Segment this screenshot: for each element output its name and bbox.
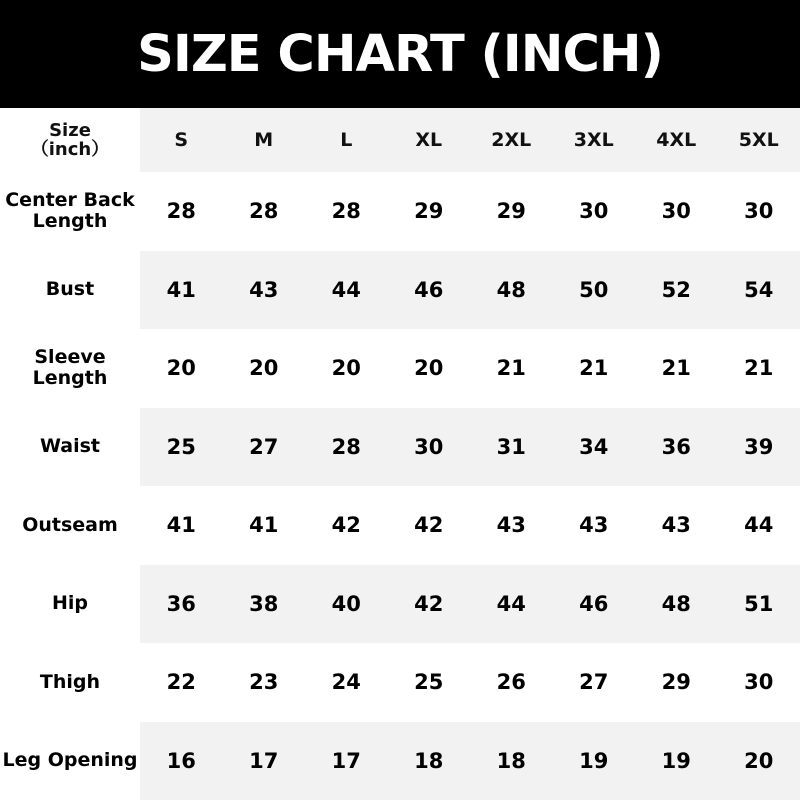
cell-hip-xl: 42 — [388, 565, 471, 644]
column-header-xl: XL — [388, 108, 471, 172]
row-label-thigh: Thigh — [0, 643, 140, 722]
page-title: SIZE CHART (INCH) — [137, 24, 663, 84]
cell-waist-xl: 30 — [388, 408, 471, 487]
cell-waist-s: 25 — [140, 408, 223, 487]
cell-waist-l: 28 — [305, 408, 388, 487]
cell-sleeve-length-3xl: 21 — [553, 329, 636, 408]
cell-leg-opening-5xl: 20 — [718, 722, 800, 800]
column-header-m: M — [223, 108, 306, 172]
table-row — [0, 643, 800, 722]
table-row — [0, 722, 800, 800]
table-row — [0, 408, 800, 487]
cell-center-back-length-l: 28 — [305, 172, 388, 251]
cell-outseam-3xl: 43 — [553, 486, 636, 565]
row-label-hip: Hip — [0, 565, 140, 644]
cell-leg-opening-xl: 18 — [388, 722, 471, 800]
cell-leg-opening-l: 17 — [305, 722, 388, 800]
cell-waist-4xl: 36 — [635, 408, 718, 487]
size-chart-table — [0, 108, 800, 800]
column-header-s: S — [140, 108, 223, 172]
cell-bust-2xl: 48 — [470, 251, 553, 330]
cell-waist-m: 27 — [223, 408, 306, 487]
cell-sleeve-length-xl: 20 — [388, 329, 471, 408]
column-header-5xl: 5XL — [718, 108, 800, 172]
cell-leg-opening-s: 16 — [140, 722, 223, 800]
row-label-waist: Waist — [0, 408, 140, 487]
corner-header — [0, 108, 140, 172]
row-label-sleeve-length: Sleeve Length — [0, 329, 140, 408]
cell-hip-m: 38 — [223, 565, 306, 644]
cell-outseam-2xl: 43 — [470, 486, 553, 565]
cell-thigh-4xl: 29 — [635, 643, 718, 722]
row-label-outseam: Outseam — [0, 486, 140, 565]
cell-sleeve-length-4xl: 21 — [635, 329, 718, 408]
cell-outseam-4xl: 43 — [635, 486, 718, 565]
cell-bust-3xl: 50 — [553, 251, 636, 330]
cell-sleeve-length-s: 20 — [140, 329, 223, 408]
column-header-3xl: 3XL — [553, 108, 636, 172]
table-row — [0, 172, 800, 251]
cell-bust-5xl: 54 — [718, 251, 800, 330]
cell-waist-3xl: 34 — [553, 408, 636, 487]
cell-bust-m: 43 — [223, 251, 306, 330]
cell-thigh-5xl: 30 — [718, 643, 800, 722]
cell-hip-4xl: 48 — [635, 565, 718, 644]
cell-center-back-length-4xl: 30 — [635, 172, 718, 251]
row-label-bust: Bust — [0, 251, 140, 330]
cell-center-back-length-3xl: 30 — [553, 172, 636, 251]
cell-center-back-length-xl: 29 — [388, 172, 471, 251]
cell-bust-xl: 46 — [388, 251, 471, 330]
table-header — [0, 108, 800, 172]
cell-waist-5xl: 39 — [718, 408, 800, 487]
cell-hip-2xl: 44 — [470, 565, 553, 644]
column-header-2xl: 2XL — [470, 108, 553, 172]
cell-hip-5xl: 51 — [718, 565, 800, 644]
cell-hip-3xl: 46 — [553, 565, 636, 644]
cell-thigh-s: 22 — [140, 643, 223, 722]
cell-sleeve-length-m: 20 — [223, 329, 306, 408]
cell-outseam-xl: 42 — [388, 486, 471, 565]
row-label-center-back-length: Center Back Length — [0, 172, 140, 251]
cell-leg-opening-4xl: 19 — [635, 722, 718, 800]
cell-hip-s: 36 — [140, 565, 223, 644]
cell-outseam-l: 42 — [305, 486, 388, 565]
cell-leg-opening-m: 17 — [223, 722, 306, 800]
cell-outseam-5xl: 44 — [718, 486, 800, 565]
cell-thigh-l: 24 — [305, 643, 388, 722]
table-row — [0, 486, 800, 565]
cell-leg-opening-3xl: 19 — [553, 722, 636, 800]
row-label-leg-opening: Leg Opening — [0, 722, 140, 800]
cell-center-back-length-m: 28 — [223, 172, 306, 251]
cell-hip-l: 40 — [305, 565, 388, 644]
cell-outseam-m: 41 — [223, 486, 306, 565]
chart-title-bar — [0, 0, 800, 108]
cell-center-back-length-5xl: 30 — [718, 172, 800, 251]
cell-thigh-2xl: 26 — [470, 643, 553, 722]
cell-waist-2xl: 31 — [470, 408, 553, 487]
cell-bust-4xl: 52 — [635, 251, 718, 330]
cell-thigh-m: 23 — [223, 643, 306, 722]
cell-center-back-length-2xl: 29 — [470, 172, 553, 251]
cell-bust-l: 44 — [305, 251, 388, 330]
cell-bust-s: 41 — [140, 251, 223, 330]
cell-outseam-s: 41 — [140, 486, 223, 565]
column-header-l: L — [305, 108, 388, 172]
cell-thigh-3xl: 27 — [553, 643, 636, 722]
header-row — [0, 108, 800, 172]
cell-center-back-length-s: 28 — [140, 172, 223, 251]
table-row — [0, 251, 800, 330]
cell-sleeve-length-l: 20 — [305, 329, 388, 408]
column-header-4xl: 4XL — [635, 108, 718, 172]
cell-thigh-xl: 25 — [388, 643, 471, 722]
cell-sleeve-length-2xl: 21 — [470, 329, 553, 408]
table-row — [0, 329, 800, 408]
corner-header-line2: （inch） — [30, 139, 110, 160]
corner-header-line1: Size — [49, 119, 91, 141]
cell-leg-opening-2xl: 18 — [470, 722, 553, 800]
table-body — [0, 172, 800, 800]
table-row — [0, 565, 800, 644]
cell-sleeve-length-5xl: 21 — [718, 329, 800, 408]
